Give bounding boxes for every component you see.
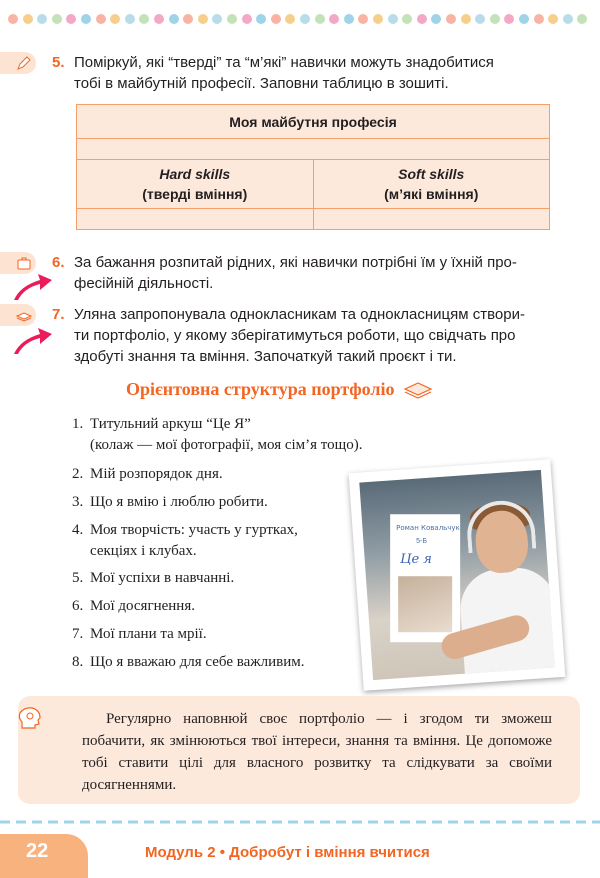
card-mini-photo	[398, 576, 452, 632]
table-col-hard-skills	[77, 160, 314, 209]
table-col-soft-skills	[313, 160, 550, 209]
decorative-dot	[227, 14, 237, 24]
list-item-text: Мої успіхи в навчанні.	[90, 570, 235, 586]
decorative-dot	[110, 14, 120, 24]
decorative-dot	[198, 14, 208, 24]
briefcase-icon	[16, 255, 32, 271]
decorative-dot	[256, 14, 266, 24]
decorative-dot	[519, 14, 529, 24]
decorative-dot	[358, 14, 368, 24]
book-stack-icon	[403, 378, 433, 400]
decorative-dot	[446, 14, 456, 24]
task-text-line: Поміркуй, які “тверді” та “м’які” навички можуть знадобитися	[74, 54, 494, 71]
decorative-dot	[315, 14, 325, 24]
task-number: 5.	[52, 54, 65, 71]
arrow-icon	[10, 270, 54, 302]
task-text-line: фесійній діяльності.	[74, 275, 214, 292]
decorative-dot	[475, 14, 485, 24]
list-item-text: Що я вмію і люблю робити.	[90, 494, 268, 510]
photo-image	[359, 470, 554, 680]
decorative-dot	[417, 14, 427, 24]
hard-skills-translation: (тверді вміння)	[142, 186, 248, 202]
list-item-text: Моя творчість: участь у гуртках,	[90, 522, 298, 538]
decorative-dot	[344, 14, 354, 24]
decorative-dot	[285, 14, 295, 24]
task-5	[52, 52, 552, 94]
decorative-dot	[23, 14, 33, 24]
book-stack-icon-tab	[0, 304, 36, 326]
card-name: Роман Ковальчук	[396, 524, 460, 533]
footer-title: Модуль 2 • Добробут і вміння вчитися	[145, 844, 430, 861]
decorative-dot	[183, 14, 193, 24]
decorative-dot	[461, 14, 471, 24]
list-item-detail: секціях і клубах.	[90, 543, 197, 559]
task-text-line: тобі в майбутній професії. Заповни таблицю в зошиті.	[74, 75, 449, 92]
list-item-text: Мої плани та мрії.	[90, 626, 207, 642]
decorative-dot	[125, 14, 135, 24]
card-class: 5-Б	[416, 538, 427, 546]
page-number: 22	[26, 840, 49, 862]
decorative-dot	[577, 14, 587, 24]
decorative-dot	[139, 14, 149, 24]
task-text-line: Уляна запропонувала однокласникам та однокласницям створи-	[74, 306, 525, 323]
decorative-dot	[548, 14, 558, 24]
list-item-number: 7.	[72, 626, 84, 642]
list-item-number: 8.	[72, 654, 84, 670]
pencil-icon-tab	[0, 52, 36, 74]
table-blank-cell	[77, 209, 314, 230]
decorative-dot	[329, 14, 339, 24]
soft-skills-translation: (м’які вміння)	[384, 186, 479, 202]
footer-dashed-line	[0, 820, 600, 824]
decorative-dot	[96, 14, 106, 24]
list-item-text: Титульний аркуш “Це Я”	[90, 416, 251, 432]
pencil-icon	[16, 55, 32, 71]
decorative-dot	[490, 14, 500, 24]
card-title: Це я	[400, 552, 432, 568]
profession-table	[76, 104, 550, 230]
task-number: 6.	[52, 254, 65, 271]
note-text: Регулярно наповнюй своє портфоліо — і згодом ти зможеш побачити, як змінюються твої інтереси, знання та вміння. Це допоможе тобі ставити цілі для власного розвитку та слідкувати за своїми досягненнями.	[82, 711, 552, 793]
decorative-dot	[388, 14, 398, 24]
decorative-dot	[534, 14, 544, 24]
decorative-dot	[563, 14, 573, 24]
task-text-line: здобуті знання та вміння. Започаткуй такий проєкт і ти.	[74, 348, 457, 365]
list-item-text: Мій розпорядок дня.	[90, 466, 223, 482]
top-dots-decoration	[8, 14, 592, 26]
decorative-dot	[504, 14, 514, 24]
decorative-dot	[81, 14, 91, 24]
decorative-dot	[300, 14, 310, 24]
soft-skills-label: Soft skills	[398, 166, 465, 182]
book-stack-icon	[16, 307, 32, 323]
decorative-dot	[154, 14, 164, 24]
decorative-dot	[66, 14, 76, 24]
boy-photo	[349, 459, 566, 691]
list-item-number: 3.	[72, 494, 84, 510]
decorative-dot	[242, 14, 252, 24]
decorative-dot	[373, 14, 383, 24]
task-text-line: За бажання розпитай рідних, які навички потрібні їм у їхній про-	[74, 254, 517, 271]
task-7	[52, 304, 552, 367]
table-blank-row	[77, 139, 550, 160]
decorative-dot	[402, 14, 412, 24]
list-item-number: 6.	[72, 598, 84, 614]
list-item-number: 5.	[72, 570, 84, 586]
structure-title	[126, 378, 438, 400]
task-6	[52, 252, 552, 294]
arrow-icon	[10, 324, 54, 356]
decorative-dot	[431, 14, 441, 24]
decorative-dot	[212, 14, 222, 24]
decorative-dot	[52, 14, 62, 24]
list-item-number: 2.	[72, 466, 84, 482]
list-item-text: Що я вважаю для себе важливим.	[90, 654, 305, 670]
list-item-number: 4.	[72, 522, 84, 538]
decorative-dot	[8, 14, 18, 24]
list-item-number: 1.	[72, 416, 84, 432]
table-blank-cell	[313, 209, 550, 230]
photo-title-card	[390, 514, 460, 642]
task-number: 7.	[52, 306, 65, 323]
hard-skills-label: Hard skills	[159, 166, 231, 182]
list-item-detail: (колаж — мої фотографії, моя сім’я тощо).	[90, 437, 363, 453]
decorative-dot	[271, 14, 281, 24]
decorative-dot	[169, 14, 179, 24]
structure-title-text: Орієнтовна структура портфоліо	[126, 379, 395, 399]
puzzle-head-icon	[16, 706, 44, 732]
task-text-line: ти портфоліо, у якому зберігатимуться роботи, що свідчать про	[74, 327, 516, 344]
table-title: Моя майбутня професія	[77, 105, 550, 139]
decorative-dot	[37, 14, 47, 24]
list-item-text: Мої досягнення.	[90, 598, 195, 614]
